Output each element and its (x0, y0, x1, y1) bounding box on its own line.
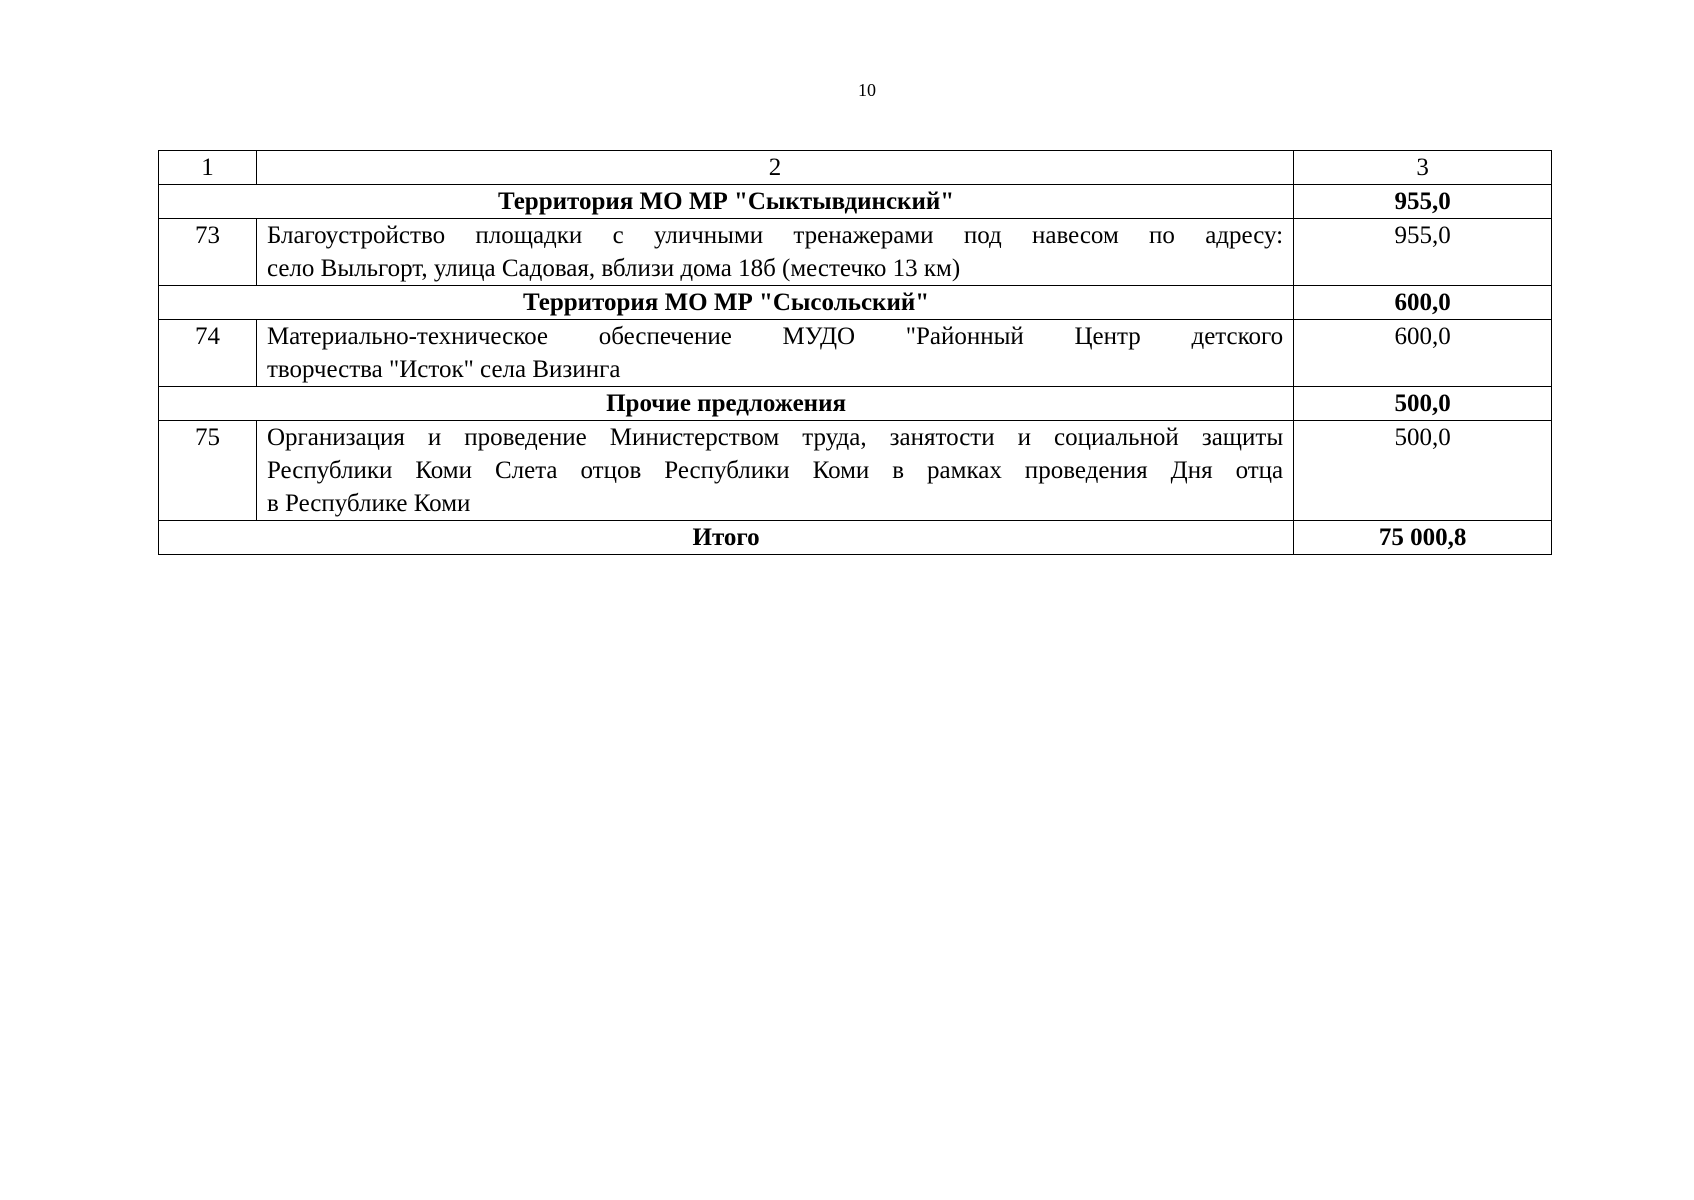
row-amount: 500,0 (1294, 421, 1552, 521)
total-amount: 75 000,8 (1294, 521, 1552, 555)
section-total: 955,0 (1294, 185, 1552, 219)
table-row (159, 320, 1552, 387)
budget-table (158, 150, 1552, 555)
row-number: 73 (159, 219, 257, 286)
header-col-1: 1 (159, 151, 257, 185)
row-number: 74 (159, 320, 257, 387)
description-line: Республики Коми Слета отцов Республики Коми в рамках проведения Дня отца (266, 457, 1284, 484)
row-description (256, 320, 1293, 387)
description-line: в Республике Коми (266, 490, 471, 517)
total-label: Итого (159, 521, 1294, 555)
table-row (159, 421, 1552, 521)
section-row (159, 286, 1552, 320)
row-description (256, 219, 1293, 286)
row-number: 75 (159, 421, 257, 521)
description-line: Благоустройство площадки с уличными тренажерами под навесом по адресу: (266, 222, 1284, 249)
section-title: Территория МО МР "Сысольский" (159, 286, 1294, 320)
section-title: Прочие предложения (159, 387, 1294, 421)
description-line: село Выльгорт, улица Садовая, вблизи дома 18б (местечко 13 км) (266, 255, 961, 282)
section-row (159, 185, 1552, 219)
description-line: Организация и проведение Министерством труда, занятости и социальной защиты (266, 424, 1284, 451)
description-line: Материально-техническое обеспечение МУДО "Районный Центр детского (266, 323, 1284, 350)
section-total: 500,0 (1294, 387, 1552, 421)
header-col-2: 2 (256, 151, 1293, 185)
total-row (159, 521, 1552, 555)
table-row (159, 219, 1552, 286)
page-number: 10 (858, 80, 876, 100)
row-amount: 955,0 (1294, 219, 1552, 286)
row-description (256, 421, 1293, 521)
header-col-3: 3 (1294, 151, 1552, 185)
table-header-row (159, 151, 1552, 185)
row-amount: 600,0 (1294, 320, 1552, 387)
section-total: 600,0 (1294, 286, 1552, 320)
section-title: Территория МО МР "Сыктывдинский" (159, 185, 1294, 219)
section-row (159, 387, 1552, 421)
description-line: творчества "Исток" села Визинга (266, 356, 621, 383)
